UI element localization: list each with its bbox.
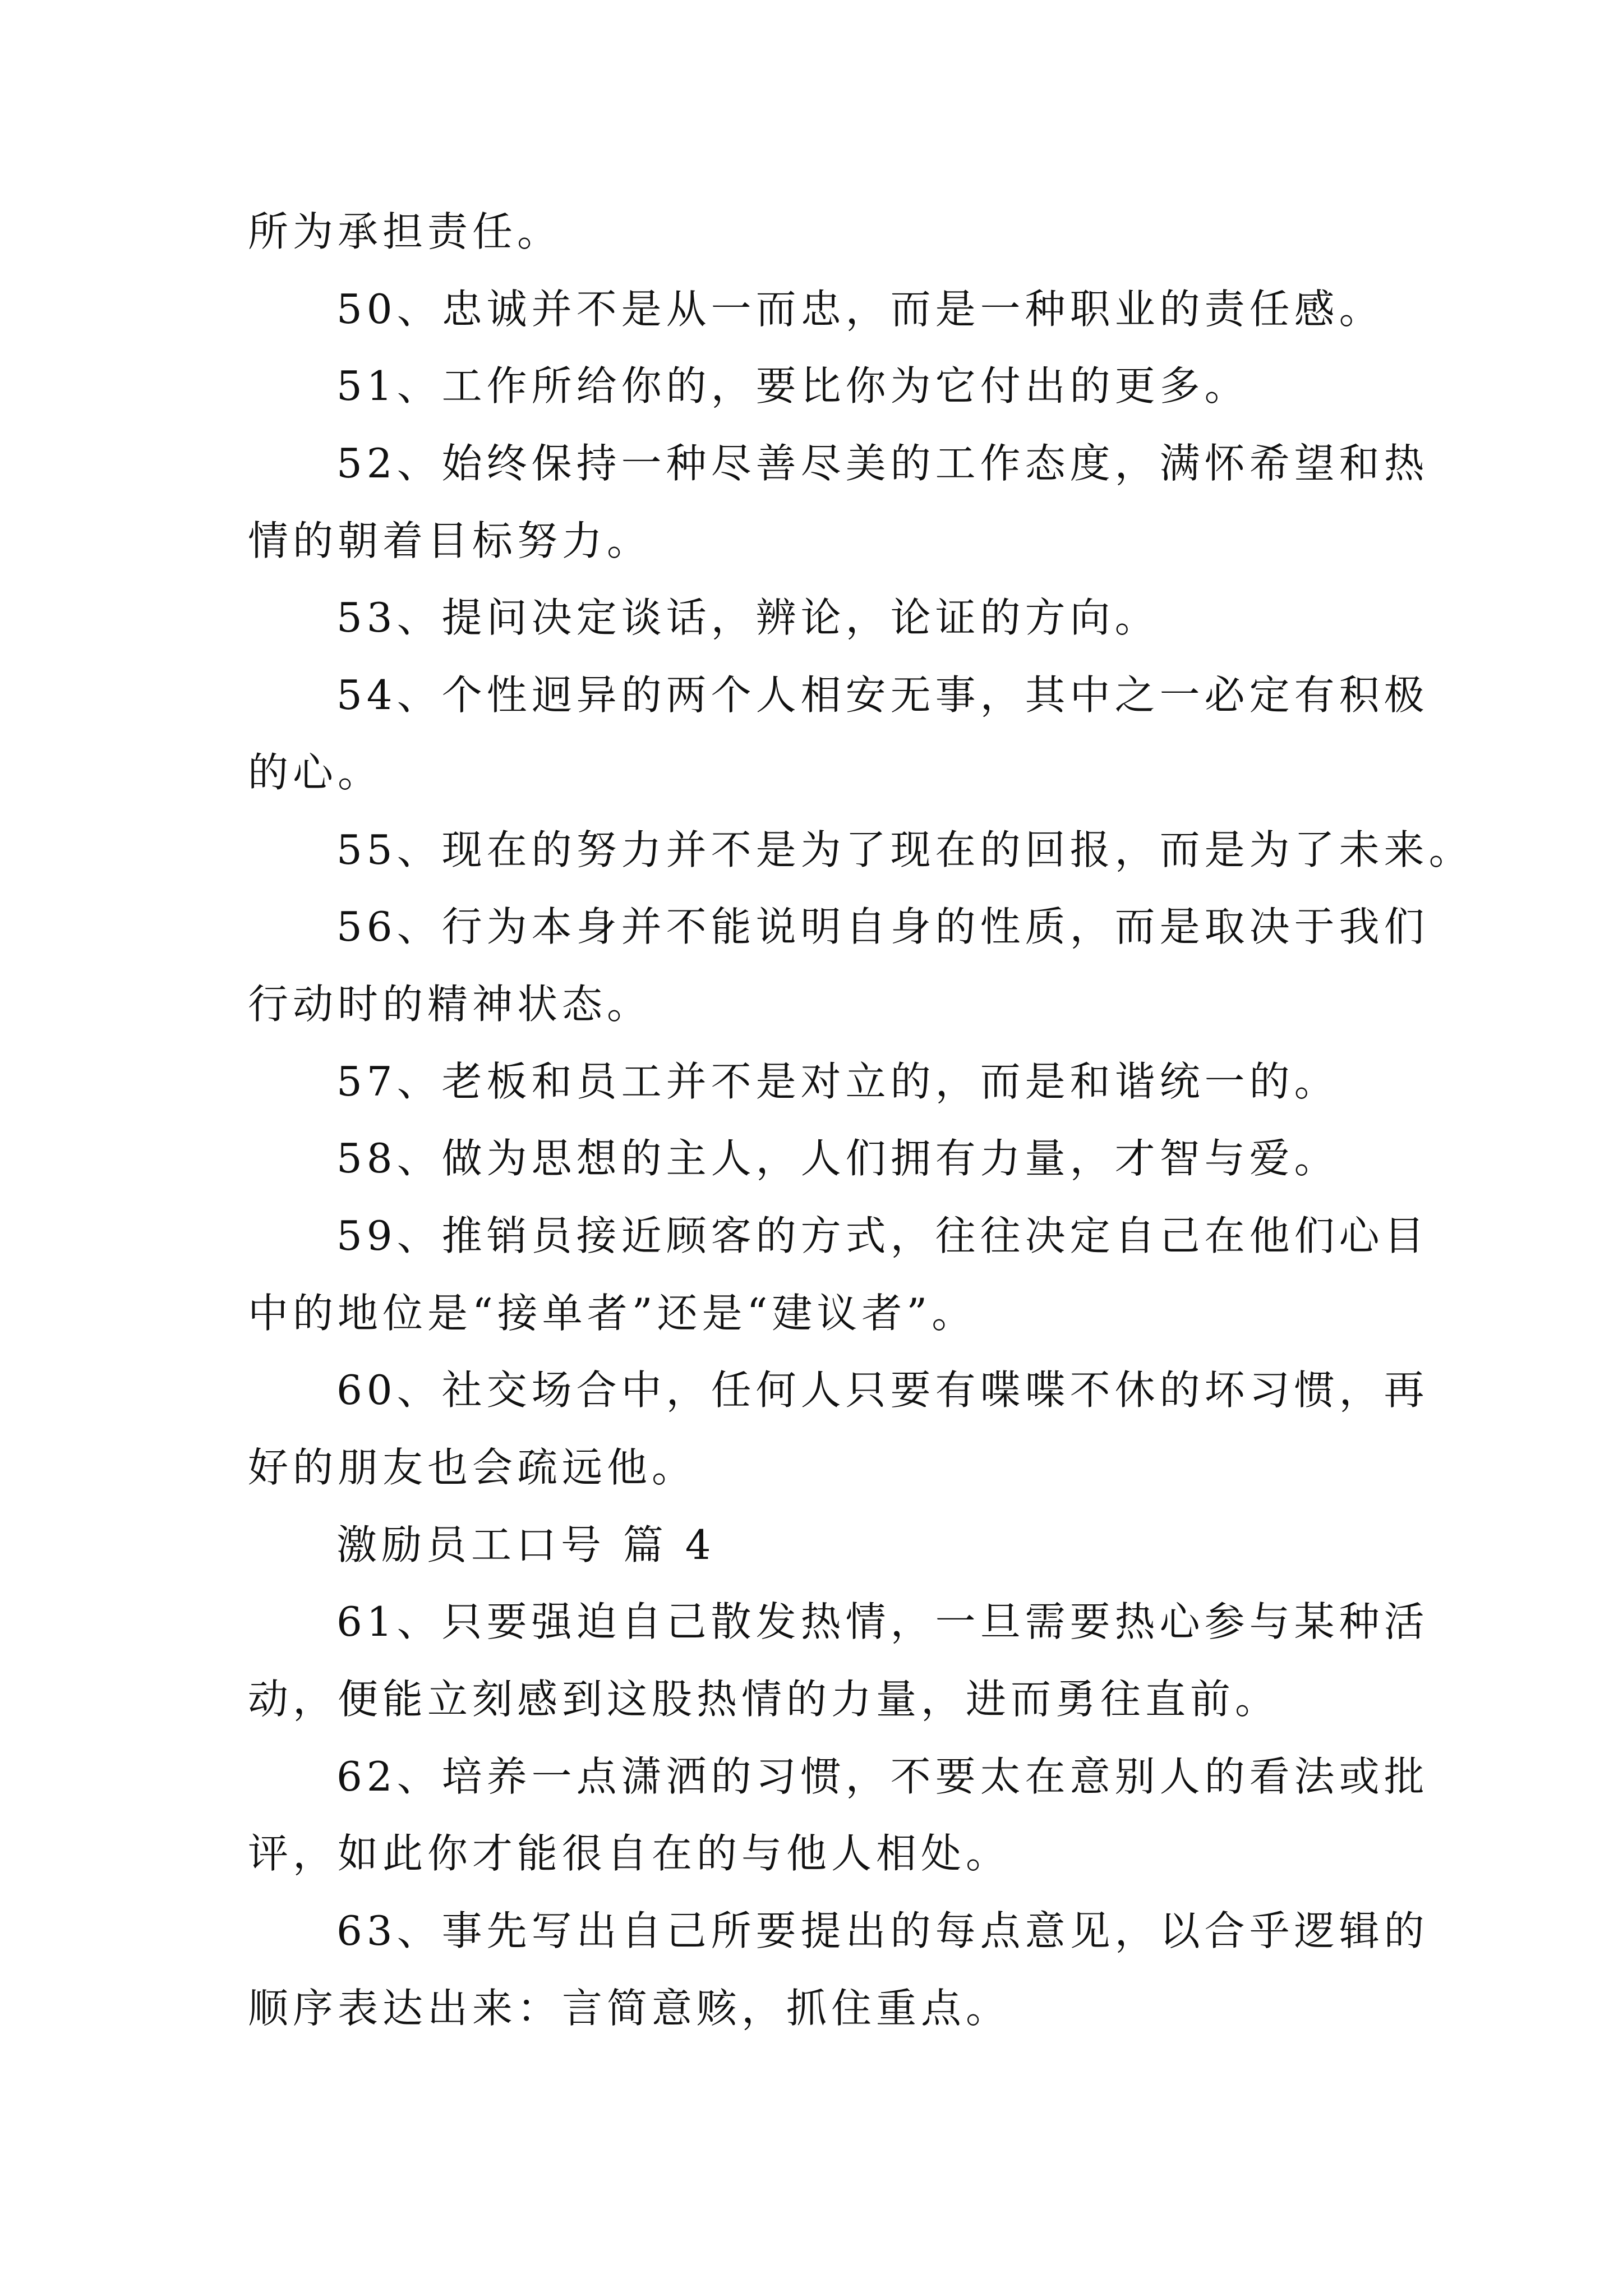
- text-line: 好的朋友也会疏远他。: [248, 1444, 697, 1491]
- text-line: 56、行为本身并不能说明自身的性质，而是取决于我们: [336, 903, 1429, 951]
- document-body: [248, 194, 1474, 2047]
- text-line: 63、事先写出自己所要提出的每点意见，以合乎逻辑的: [336, 1907, 1429, 1955]
- text-line: 57、老板和员工并不是对立的，而是和谐统一的。: [336, 1057, 1339, 1105]
- text-line: 61、只要强迫自己散发热情，一旦需要热心参与某种活: [336, 1598, 1429, 1646]
- text-line: 54、个性迥异的两个人相安无事，其中之一必定有积极: [336, 671, 1429, 719]
- text-line: 59、推销员接近顾客的方式，往往决定自己在他们心目: [336, 1212, 1429, 1259]
- section-heading: 激励员工口号 篇 4: [336, 1521, 716, 1568]
- text-line: 中的地位是“接单者”还是“建议者”。: [248, 1289, 977, 1337]
- text-line: 行动时的精神状态。: [248, 980, 652, 1028]
- text-line: 55、现在的努力并不是为了现在的回报，而是为了未来。: [336, 826, 1474, 873]
- text-line: 58、做为思想的主人，人们拥有力量，才智与爱。: [336, 1135, 1339, 1182]
- text-line: 评，如此你才能很自在的与他人相处。: [248, 1830, 1011, 1878]
- text-line: 情的朝着目标努力。: [248, 517, 652, 564]
- text-line: 顺序表达出来：言简意赅，抓住重点。: [248, 1984, 1011, 2032]
- text-line: 所为承担责任。: [248, 208, 562, 255]
- text-line: 60、社交场合中，任何人只要有喋喋不休的坏习惯，再: [336, 1366, 1429, 1414]
- text-line: 的心。: [248, 748, 383, 796]
- text-line: 62、培养一点潇洒的习惯，不要太在意别人的看法或批: [336, 1752, 1429, 1800]
- text-line: 动，便能立刻感到这股热情的力量，进而勇往直前。: [248, 1676, 1280, 1723]
- text-line: 52、始终保持一种尽善尽美的工作态度，满怀希望和热: [336, 440, 1429, 487]
- text-line: 51、工作所给你的，要比你为它付出的更多。: [336, 362, 1249, 410]
- text-line: 50、忠诚并不是从一而忠，而是一种职业的责任感。: [336, 285, 1384, 333]
- text-line: 53、提问决定谈话，辨论，论证的方向。: [336, 594, 1160, 642]
